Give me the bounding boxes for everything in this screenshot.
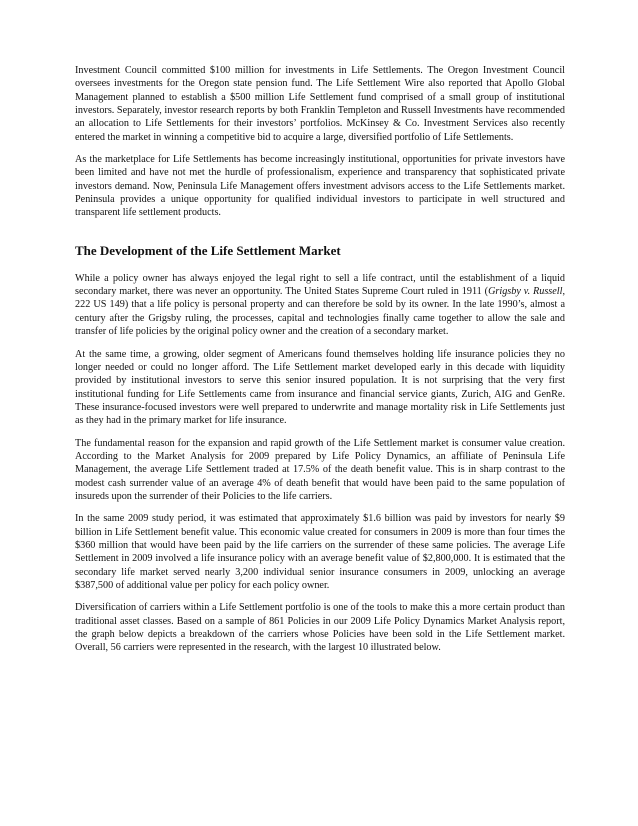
paragraph-consumer-value: The fundamental reason for the expansion and rapid growth of the Life Settlement market is consumer value creation. According to the Market Analysis for 2009 prepared by Life Policy Dynamics, an affiliate of Peninsula Life Management, the average Life Settlement traded at 17.5% of the death benefit value. This is in sharp contrast to the modest cash surrender value of an average 4% of death benefit that would have been paid to the same population of insureds upon the surrender of their Policies to the life carriers.	[75, 437, 565, 502]
history-text-end: , 222 US 149) that a life policy is personal property and can therefore be sold by its owner. In the late 1990’s, almost a century after the Grigsby ruling, the processes, capital and technologies finally came together to allow the sale and transfer of life policies by the original policy owner and the creation of a secondary market.	[75, 286, 565, 338]
paragraph-diversification: Diversification of carriers within a Life Settlement portfolio is one of the tools to make this a more certain product than traditional asset classes. Based on a sample of 861 Policies in our 2009 Life Policy Dynamics Market Analysis report, the graph below depicts a breakdown of the carriers whose Policies have been sold in the Life Settlement market. Overall, 56 carriers were represented in the research, with the largest 10 illustrated below.	[75, 602, 565, 654]
paragraph-older-americans: At the same time, a growing, older segment of Americans found themselves holding life insurance policies they no longer needed or could no longer afford. The Life Settlement market developed early in this decade with liquidity provided by institutional investors to serve this senior insured population. It is not surprising that the very first institutional funding for Life Settlements came from insurance and financial service giants, Zurich, AIG and GenRe. These insurance-focused investors were well prepared to underwrite and manage mortality risk in Life Settlements just as they had in the primary market for life insurance.	[75, 348, 565, 427]
paragraph-history	[75, 272, 565, 339]
paragraph-marketplace: As the marketplace for Life Settlements has become increasingly institutional, opportunities for private investors have been limited and have not met the hurdle of professionalism, experience and transparency that sophisticated private investors demand. Now, Peninsula Life Management offers investment advisors access to the Life Settlements market. Peninsula provides a unique opportunity for qualified individual investors to participate in well structured and transparent life settlement products.	[75, 154, 565, 219]
document-page	[75, 64, 565, 655]
section-heading: The Development of the Life Settlement Market	[75, 242, 341, 258]
paragraph-oregon-investment: Investment Council committed $100 million for investments in Life Settlements. The Oregon Investment Council oversees investments for the Oregon state pension fund. The Life Settlement Wire also reported that Apollo Global Management planned to establish a $500 million Life Settlement fund comprised of a small group of institutional investors. Separately, investor research reports by both Franklin Templeton and Russell Investments have recommended an allocation to Life Settlements for their investors’ portfolios. McKinsey & Co. Investment Services also recently entered the market in winning a competitive bid to acquire a large, diversified portfolio of Life Settlements.	[75, 65, 565, 143]
case-citation: Grigsby v. Russell	[488, 286, 563, 298]
history-text-start: While a policy owner has always enjoyed the legal right to sell a life contract, until the establishment of a liquid secondary market, there was never an opportunity. The United States Supreme Court ruled in 1911 (	[75, 272, 565, 298]
paragraph-2009-study: In the same 2009 study period, it was estimated that approximately $1.6 billion was paid by investors for nearly $9 billion in Life Settlement benefit value. This economic value created for consumers in 2009 is more than four times the $360 million that would have been paid by the life carriers on the surrender of these same policies. The average Life Settlement in 2009 involved a life insurance policy with an average benefit value of $2,800,000. It is estimated that the secondary life market served nearly 3,200 individual senior insurance consumers in 2009, unlocking an average $387,500 of additional value per policy for each policy owner.	[75, 513, 565, 591]
